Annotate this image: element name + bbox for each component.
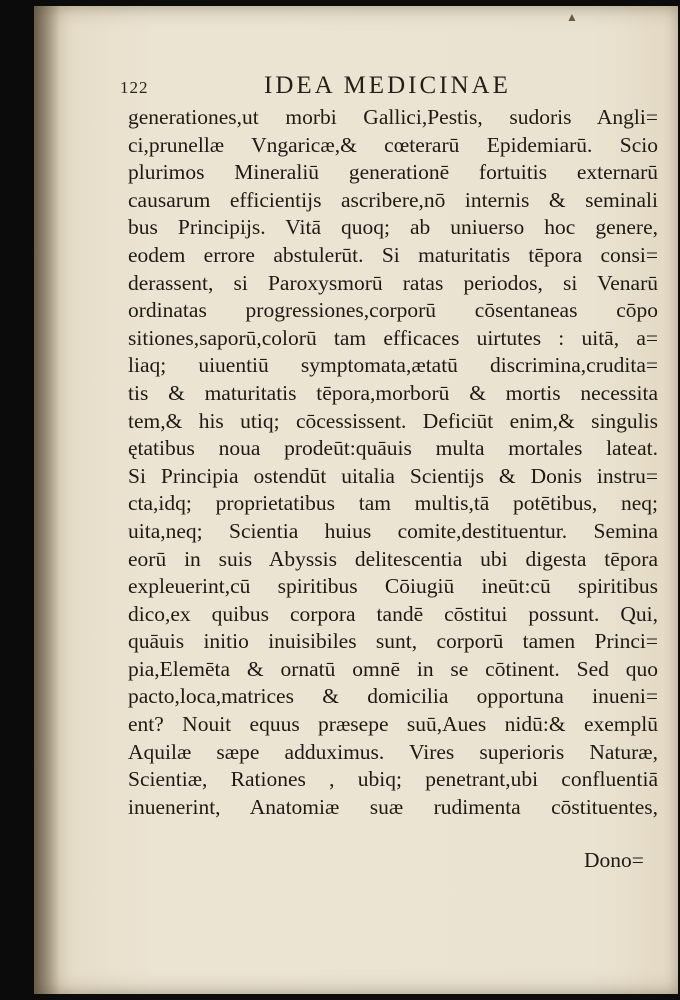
text-line: sitiones,saporū,colorū tam efficaces uirtutes : uitā, a= [128,325,658,350]
catchword: Dono= [584,848,644,872]
text-line: eorū in suis Abyssis delitescentia ubi digesta tēpora [128,546,658,571]
text-line: causarum efficientijs ascribere,nō internis & seminali [128,187,658,212]
text-line: plurimos Mineraliū generationē fortuitis externarū [128,160,658,185]
text-line: bus Principijs. Vitā quoq; ab uniuerso hoc genere, [128,215,658,240]
text-line: ordinatas progressiones,corporū cōsentaneas cōpo [128,298,658,323]
text-line: expleuerint,cū spiritibus Cōiugiū ineūt:cū spiritibus [128,574,658,599]
text-line: cta,idq; proprietatibus tam multis,tā potētibus, neq; [128,491,658,516]
running-head: IDEA MEDICINAE [264,72,511,99]
page-header [120,72,640,102]
text-line: quāuis initio inuisibiles sunt, corporū tamen Princi= [128,629,658,654]
gutter-shadow [34,6,60,994]
text-line: Scientiæ, Rationes , ubiq; penetrant,ubi confluentiā [128,767,658,792]
body-text [128,104,658,821]
text-line: ci,prunellæ Vngaricæ,& cœterarū Epidemiarū. Scio [128,132,658,157]
text-line: pia,Elemēta & ornatū omnē in se cōtinent. Sed quo [128,656,658,681]
corner-mark: ▲ [566,10,578,24]
text-line: Si Principia ostendūt uitalia Scientijs & Donis instru= [128,463,658,488]
text-line: dico,ex quibus corpora tandē cōstitui possunt. Qui, [128,601,658,626]
text-line: tem,& his utiq; cōcessissent. Deficiūt enim,& singulis [128,408,658,433]
text-line: tis & maturitatis tēpora,morborū & mortis necessita [128,380,658,405]
text-line: ętatibus noua prodeūt:quāuis multa mortales lateat. [128,436,658,461]
text-line: ent? Nouit equus præsepe suū,Aues nidū:& exemplū [128,712,658,737]
text-line: Aquilæ sæpe adduximus. Vires superioris Naturæ, [128,739,658,764]
text-line: generationes,ut morbi Gallici,Pestis, sudoris Angli= [128,105,658,129]
text-line: uita,neq; Scientia huius comite,destituentur. Semina [128,518,658,543]
text-line: pacto,loca,matrices & domicilia opportuna inueni= [128,684,658,709]
page-number: 122 [120,78,149,97]
text-line: derassent, si Paroxysmorū ratas periodos, si Venarū [128,270,658,295]
text-line: liaq; uiuentiū symptomata,ætatū discrimina,crudita= [128,353,658,378]
text-line: inuenerint, Anatomiæ suæ rudimenta cōstituentes, [128,794,658,819]
text-line: eodem errore abstulerūt. Si maturitatis tēpora consi= [128,242,658,267]
